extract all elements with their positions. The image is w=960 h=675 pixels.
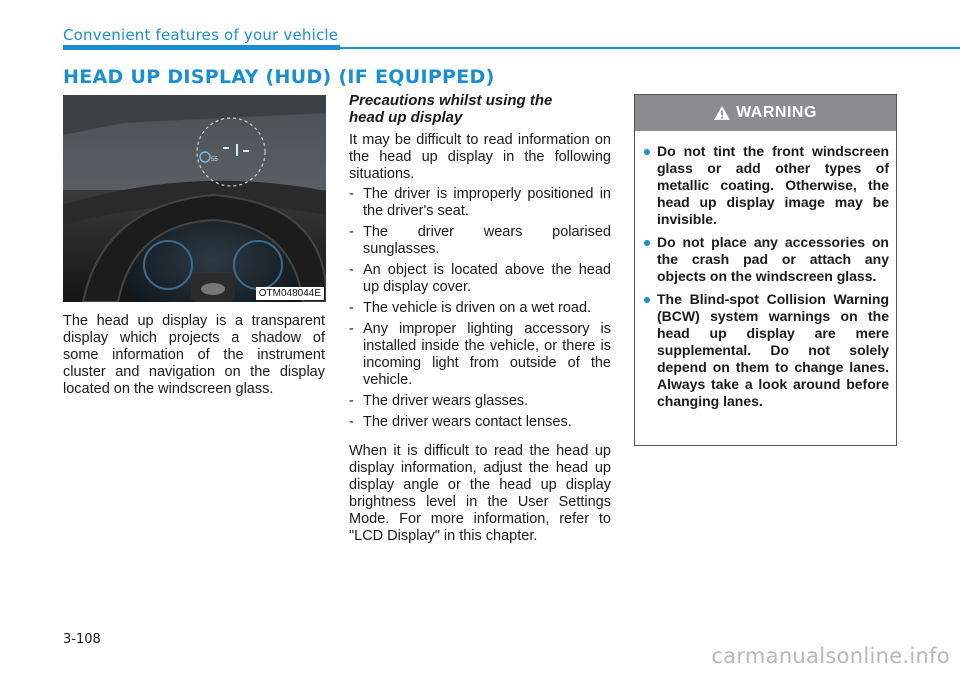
warning-text: Do not tint the front windscreen glass or add other types of metallic coating. Otherwise, the head up display image may be invisible. <box>657 143 889 227</box>
list-item <box>643 234 889 285</box>
closing-paragraph: When it is difficult to read the head up display information, adjust the head up display angle or the head up display brightness level in the User Settings Mode. For more information, refer to "LCD Display" in this chapter. <box>349 443 611 544</box>
warning-triangle-icon <box>714 106 730 120</box>
warning-text: The Blind-spot Collision Warning (BCW) system warnings on the head up display are mere supplemental. Do not solely depend on them to change lanes. Always take a look around before changing lanes. <box>657 291 889 409</box>
list-item <box>643 291 889 410</box>
bullet-icon <box>644 149 650 155</box>
list-item: - The driver wears contact lenses. <box>349 414 611 431</box>
list-item <box>643 143 889 228</box>
list-item: - The driver is improperly positioned in the driver's seat. <box>349 186 611 220</box>
section-title: Convenient features of your vehicle <box>63 26 339 44</box>
precautions-intro: It may be difficult to read information on the head up display in the following situations. <box>349 132 611 182</box>
header-rule-thick <box>63 45 340 50</box>
bullet-icon <box>644 240 650 246</box>
intro-paragraph: The head up display is a transparent display which projects a shadow of some information of the instrument cluster and navigation on the display located on the windscreen glass. <box>63 313 325 397</box>
list-item: - The driver wears polarised sunglasses. <box>349 224 611 258</box>
header-rule-thin <box>340 47 960 49</box>
page-number: 3-108 <box>63 632 101 647</box>
watermark: carmanualsonline.info <box>711 644 950 668</box>
dashboard-illustration <box>63 95 326 302</box>
list-item: - Any improper lighting accessory is installed inside the vehicle, or there is incoming light from outside of the vehicle. <box>349 321 611 389</box>
warning-text: Do not place any accessories on the crash pad or attach any objects on the windscreen glass. <box>657 234 889 284</box>
page-heading: HEAD UP DISPLAY (HUD) (IF EQUIPPED) <box>63 66 495 88</box>
list-item: - The driver wears glasses. <box>349 393 611 410</box>
precautions-title-line1: Precautions whilst using the <box>349 92 553 109</box>
precautions-list <box>349 186 611 435</box>
warning-header <box>635 95 896 131</box>
warning-label: WARNING <box>736 104 817 121</box>
photo-code: OTM048044E <box>256 287 324 300</box>
warning-box <box>634 94 897 446</box>
hud-photo <box>63 95 326 302</box>
list-item: - The vehicle is driven on a wet road. <box>349 300 611 317</box>
bullet-icon <box>644 297 650 303</box>
precautions-title <box>349 92 611 126</box>
warning-list <box>643 143 889 416</box>
precautions-title-line2: head up display <box>349 109 463 126</box>
hud-speed-readout: 55 <box>211 157 218 163</box>
list-item: - An object is located above the head up display cover. <box>349 262 611 296</box>
